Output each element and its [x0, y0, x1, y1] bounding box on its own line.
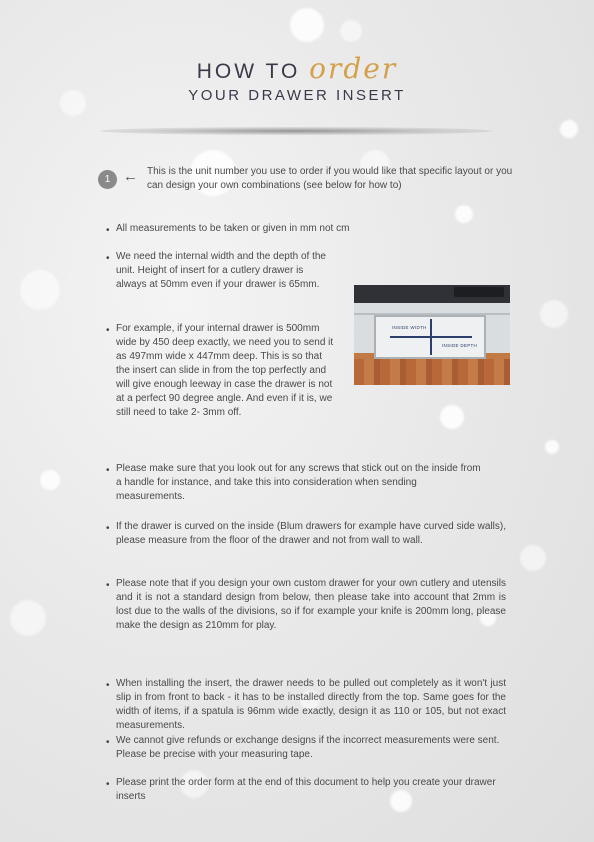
bullet-icon — [106, 254, 112, 260]
title-prefix: HOW TO — [196, 60, 301, 83]
bullet-icon — [106, 226, 112, 232]
list-item-text: We need the internal width and the depth of the unit. Height of insert for a cutlery drawer is always at 50mm even if your drawer is 65mm. — [116, 251, 326, 290]
drawer-measurement-photo — [354, 285, 510, 385]
list-item-text: Please print the order form at the end of this document to help you create your drawer inserts — [116, 777, 496, 802]
arrow-left-icon: ← — [123, 168, 138, 185]
page-subtitle: YOUR DRAWER INSERT — [188, 87, 406, 104]
list-item-text: When installing the insert, the drawer needs to be pulled out completely as it won't just slip in from front to back - it has to be installed directly from the top. Same goes for the width of items, if a spatula is 96mm wide exactly, design it as 110 or 105, but not exact measurements. — [116, 678, 506, 731]
list-item-text: Please note that if you design your own custom drawer for your own cutlery and utensils and it is not a standard design from below, then please take into account that 2mm is lost due to the walls of the divisions, so if for example your knife is 200mm long, please make the design as 210mm for play. — [116, 578, 506, 631]
bullet-icon — [106, 466, 112, 472]
depth-arrow-icon — [430, 319, 432, 355]
bullet-icon — [106, 524, 112, 530]
bullet-icon — [106, 326, 112, 332]
bullet-icon — [106, 738, 112, 744]
bullet-icon — [106, 581, 112, 587]
wood-floor — [354, 359, 510, 385]
list-item-text: If the drawer is curved on the inside (Blum drawers for example have curved side walls), please measure from the floor of the drawer and not from wall to wall. — [116, 521, 506, 546]
hob — [454, 287, 504, 297]
list-item-text: Please make sure that you look out for any screws that stick out on the inside from a handle for instance, and take this into consideration when sending measurements. — [116, 463, 481, 502]
step-number-badge: 1 — [98, 170, 117, 189]
intro-text: This is the unit number you use to order if you would like that specific layout or you can design your own combinations (see below for how to) — [147, 166, 513, 191]
bullet-icon — [106, 780, 112, 786]
list-item-text: All measurements to be taken or given in mm not cm — [116, 223, 350, 234]
page-title — [0, 52, 594, 85]
bullet-icon — [106, 681, 112, 687]
list-item-text: For example, if your internal drawer is 500mm wide by 450 deep exactly, we need you to send it as 497mm wide x 447mm deep. This is so that the insert can slide in from the top perfectly and will give enough leeway in case the drawer is not at a perfect 90 degree angle. And even if it is, we still need to take 2- 3mm off. — [116, 323, 334, 418]
inside-depth-label: INSIDE DEPTH — [442, 343, 478, 348]
inside-width-label: INSIDE WIDTH — [392, 325, 427, 330]
title-script-word: order — [309, 52, 398, 85]
list-item-text: We cannot give refunds or exchange designs if the incorrect measurements were sent. Please be precise with your measuring tape. — [116, 735, 500, 760]
header-divider — [100, 127, 492, 135]
